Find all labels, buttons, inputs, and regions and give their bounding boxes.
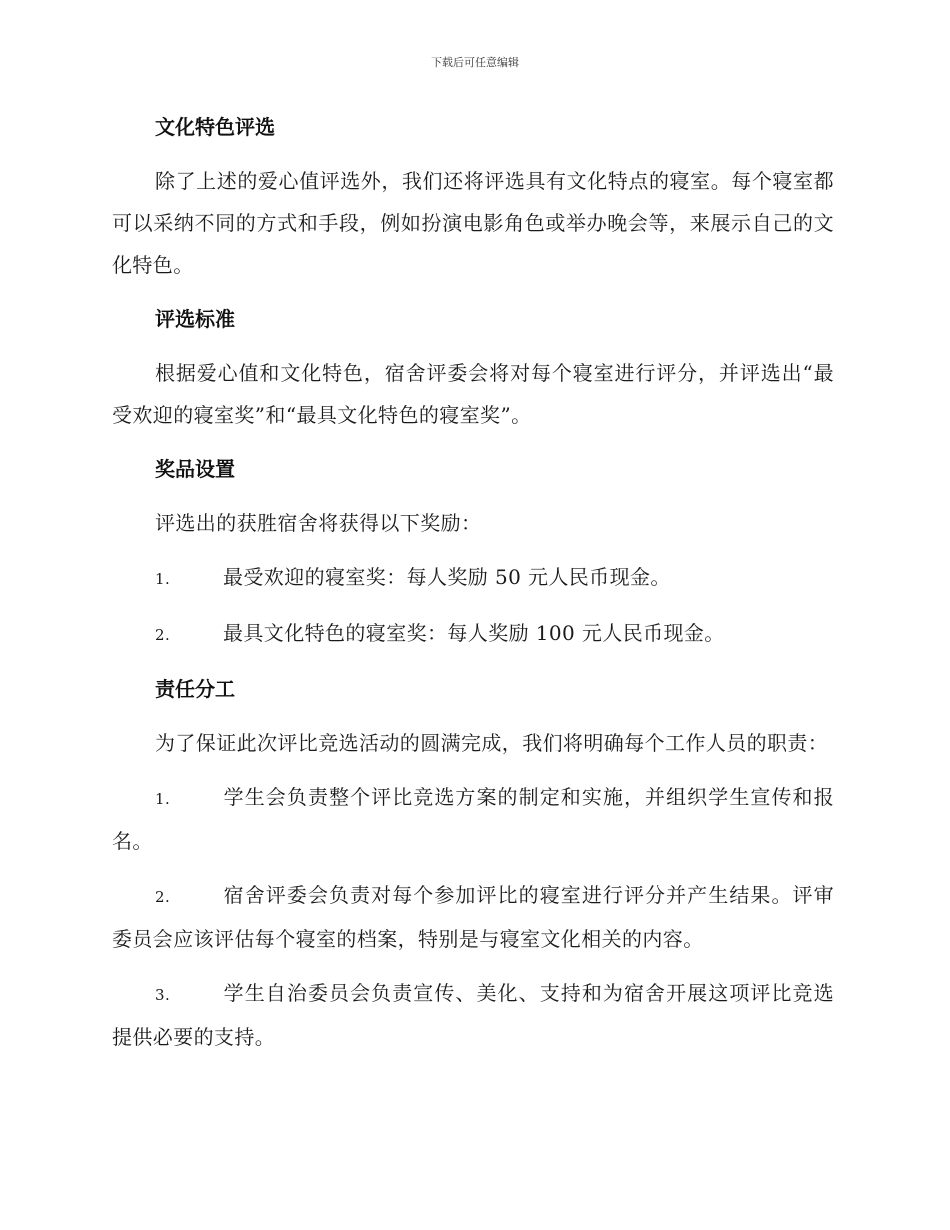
heading-criteria: 评选标准: [155, 307, 235, 331]
list-item-text: 最受欢迎的寝室奖：每人奖励 50 元人民币现金。: [223, 565, 671, 589]
heading-prizes: 奖品设置: [155, 457, 235, 481]
document-body: [112, 106, 834, 1070]
paragraph-criteria: 根据爱心值和文化特色，宿舍评委会将对每个寝室进行评分，并评选出“最受欢迎的寝室奖”和“最具文化特色的寝室奖”。: [112, 361, 834, 427]
heading-culture: 文化特色评选: [155, 115, 275, 139]
list-item: [112, 556, 834, 600]
list-item: [112, 874, 834, 960]
list-number: 3.: [155, 986, 171, 1004]
list-item-text: 学生会负责整个评比竞选方案的制定和实施，并组织学生宣传和报名。: [112, 785, 834, 853]
list-item-text: 学生自治委员会负责宣传、美化、支持和为宿舍开展这项评比竞选提供必要的支持。: [112, 981, 834, 1049]
list-number: 2.: [155, 888, 171, 906]
paragraph-prizes-intro: 评选出的获胜宿舍将获得以下奖励：: [155, 511, 482, 535]
list-item-text: 最具文化特色的寝室奖：每人奖励 100 元人民币现金。: [223, 621, 725, 645]
paragraph-duties-intro: 为了保证此次评比竞选活动的圆满完成，我们将明确每个工作人员的职责：: [155, 731, 829, 755]
page-header: 下载后可任意编辑: [431, 56, 519, 69]
list-item-text: 宿舍评委会负责对每个参加评比的寝室进行评分并产生结果。评审委员会应该评估每个寝室的档案，特别是与寝室文化相关的内容。: [112, 883, 834, 951]
list-number: 1.: [155, 570, 171, 588]
list-item: [112, 776, 834, 862]
heading-duties: 责任分工: [155, 677, 235, 701]
list-number: 1.: [155, 790, 171, 808]
list-item: [112, 612, 834, 656]
list-number: 2.: [155, 626, 171, 644]
paragraph-culture: 除了上述的爱心值评选外，我们还将评选具有文化特点的寝室。每个寝室都可以采纳不同的方式和手段，例如扮演电影角色或举办晚会等，来展示自己的文化特色。: [112, 169, 834, 277]
list-item: [112, 972, 834, 1058]
